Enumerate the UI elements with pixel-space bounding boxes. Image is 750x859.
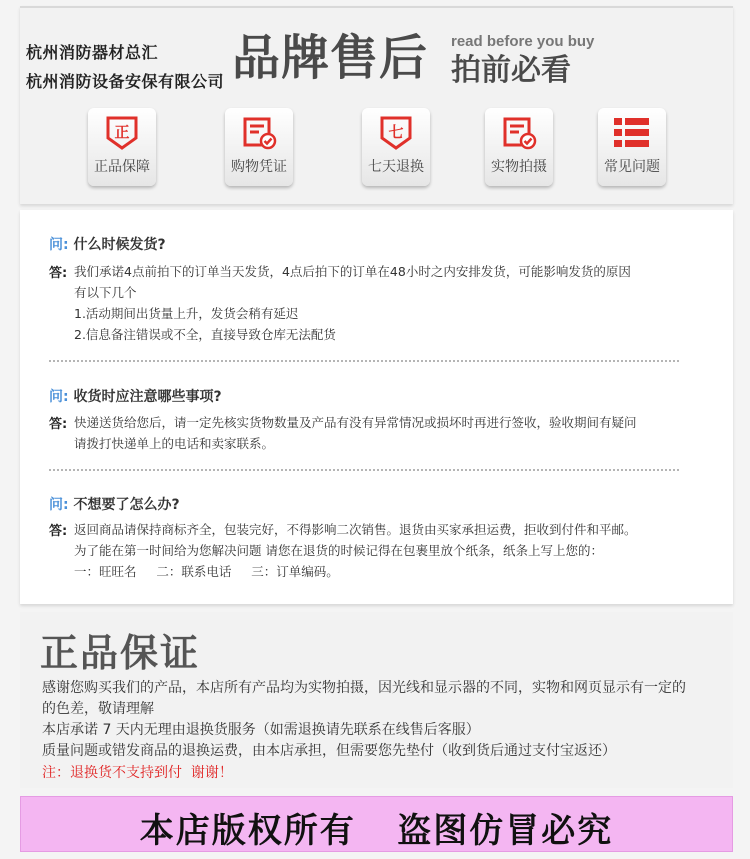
service-faq-label: 常见问题 (604, 159, 660, 175)
photo-icon (501, 114, 537, 152)
faq-answer-1-line3: 1.活动期间出货量上升，发货会稍有延迟 (74, 306, 299, 321)
faq-panel (20, 210, 733, 604)
service-faq[interactable] (598, 108, 666, 186)
company-name-line1: 杭州消防器材总汇 (26, 43, 159, 62)
guarantee-line-3: 本店承诺 7 天内无理由退换货服务（如需退换请先联系在线售后客服） (42, 722, 480, 738)
guarantee-title: 正品保证 (40, 631, 201, 675)
guarantee-note: 注：退换货不支持到付 谢谢！ (42, 765, 233, 781)
faq-question-3 (49, 494, 180, 514)
guarantee-icon-glyph: 正 (114, 123, 130, 141)
guarantee-line-2: 的色差，敬请理解 (42, 701, 154, 717)
faq-question-2 (49, 386, 222, 406)
question-text: 什么时候发货? (73, 237, 166, 253)
service-guarantee[interactable] (88, 108, 156, 186)
service-return[interactable] (362, 108, 430, 186)
question-tag: 问: (49, 237, 69, 253)
service-photo-label: 实物拍摄 (491, 159, 547, 175)
copyright-banner (20, 796, 733, 852)
faq-answer-2-line1: 快递送货给您后，请一定先核实货物数量及产品有没有异常情况或损坏时再进行签收，验收期间有疑问 (74, 415, 637, 430)
header-panel (20, 6, 733, 204)
divider (49, 360, 679, 362)
faq-answer-1-line1: 我们承诺4点前拍下的订单当天发货，4点后拍下的订单在48小时之内安排发货，可能影响发货的原因 (74, 264, 631, 279)
question-tag: 问: (49, 389, 69, 405)
brand-subtitle: 拍前必看 (451, 53, 571, 88)
faq-question-1 (49, 234, 166, 254)
faq-answer-1-line4: 2.信息备注错误或不全，直接导致仓库无法配货 (74, 327, 336, 342)
answer-tag: 答: (49, 524, 68, 539)
divider (49, 469, 679, 471)
guarantee-line-4: 质量问题或错发商品的退换运费，由本店承担，但需要您先垫付（收到货后通过支付宝返还） (42, 743, 616, 759)
service-guarantee-label: 正品保障 (94, 159, 150, 175)
question-tag: 问: (49, 497, 69, 513)
faq-answer-1-line2: 有以下几个 (74, 285, 137, 300)
guarantee-panel (20, 612, 733, 788)
faq-answer-3-line1: 返回商品请保持商标齐全，包装完好，不得影响二次销售。退货由买家承担运费，拒收到付件和平邮。 (74, 522, 637, 537)
return-icon-glyph: 七 (388, 123, 404, 141)
service-photo[interactable] (485, 108, 553, 186)
faq-answer-3-line3: 一：旺旺名 二：联系电话 三：订单编码。 (74, 564, 339, 579)
faq-list-icon (612, 114, 652, 152)
service-icons-row (80, 108, 680, 188)
brand-english-tagline: read before you buy (451, 33, 595, 50)
faq-answer-2-line2: 请拨打快递单上的电话和卖家联系。 (74, 436, 275, 451)
service-return-label: 七天退换 (368, 159, 424, 175)
service-receipt-label: 购物凭证 (231, 159, 287, 175)
question-text: 不想要了怎么办? (73, 497, 180, 513)
question-text: 收货时应注意哪些事项? (73, 389, 222, 405)
copyright-banner-text: 本店版权所有 盗图仿冒必究 (139, 811, 614, 851)
brand-title: 品牌售后 (232, 30, 429, 86)
answer-tag: 答: (49, 266, 68, 281)
company-name-line2: 杭州消防设备安保有限公司 (26, 72, 225, 91)
receipt-icon (241, 114, 277, 152)
faq-answer-3-line2: 为了能在第一时间给为您解决问题 请您在退货的时候记得在包裹里放个纸条，纸条上写上您的： (74, 543, 603, 558)
service-receipt[interactable] (225, 108, 293, 186)
answer-tag: 答: (49, 417, 68, 432)
guarantee-line-1: 感谢您购买我们的产品，本店所有产品均为实物拍摄，因光线和显示器的不同，实物和网页显示有一定的 (42, 680, 686, 696)
return-7day-icon (378, 114, 414, 152)
guarantee-icon (104, 114, 140, 152)
